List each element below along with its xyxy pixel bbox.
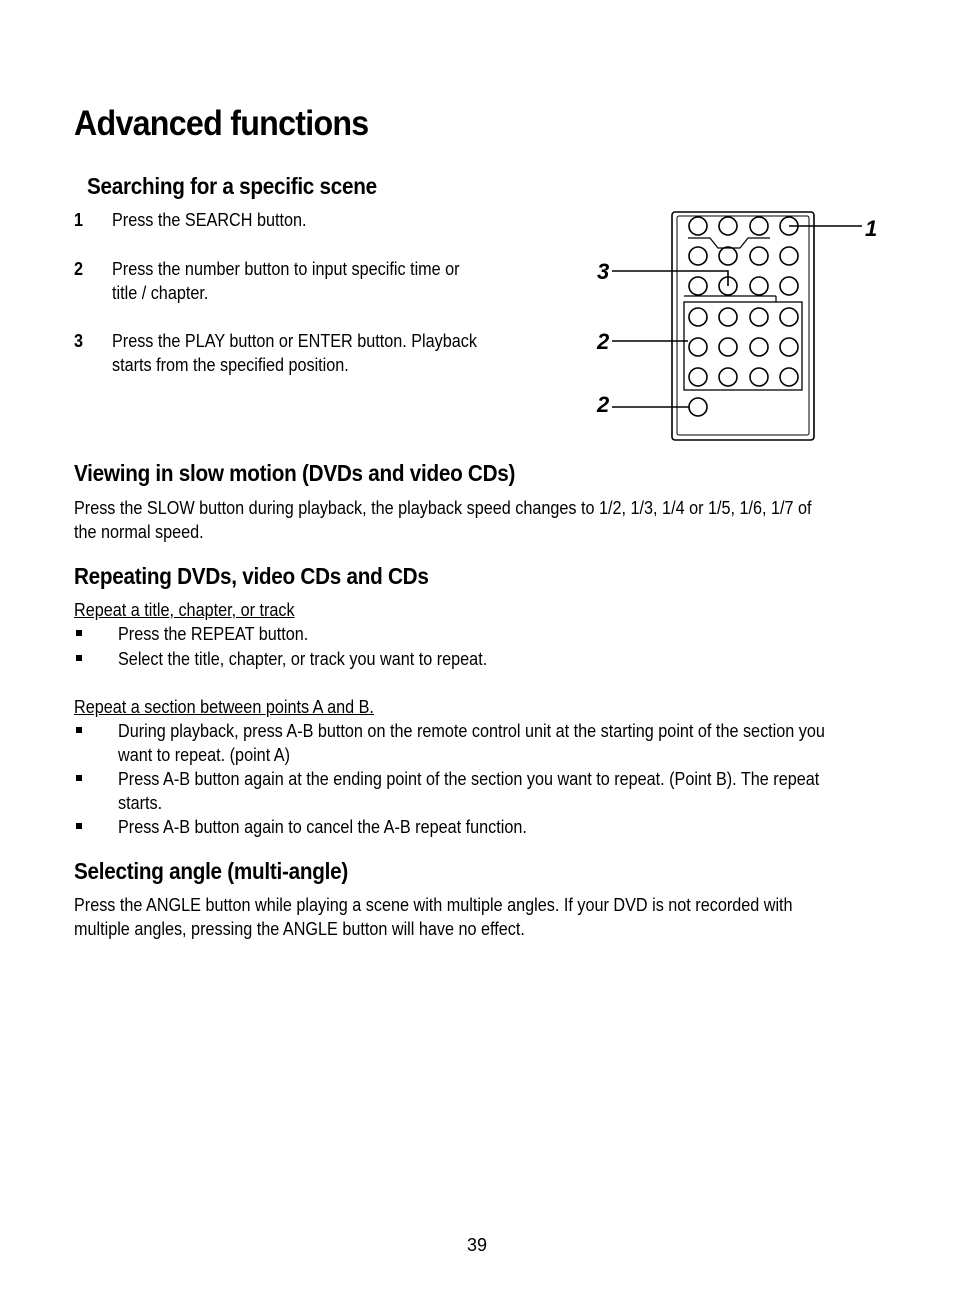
ab-bullet-1-line1: During playback, press A-B button on the remote control unit at the starting point of the section you bbox=[118, 721, 825, 741]
repeat-subheading-title: Repeat a title, chapter, or track bbox=[74, 600, 295, 620]
bullet-marker bbox=[76, 775, 82, 781]
callout-label-3: 3 bbox=[597, 259, 610, 284]
angle-text-line1: Press the ANGLE button while playing a scene with multiple angles. If your DVD is not recorded with bbox=[74, 895, 793, 915]
keypad-frame bbox=[684, 302, 802, 390]
repeat-subheading-ab: Repeat a section between points A and B. bbox=[74, 697, 374, 717]
ab-bullet-3: Press A-B button again to cancel the A-B repeat function. bbox=[118, 817, 527, 837]
slow-text-line1: Press the SLOW button during playback, the playback speed changes to 1/2, 1/3, 1/4 or 1/5, 1/6, 1/7 of bbox=[74, 498, 812, 518]
step-number-2: 2 bbox=[74, 259, 84, 279]
search-heading: Searching for a specific scene bbox=[87, 173, 377, 199]
step-1-text: Press the SEARCH button. bbox=[112, 210, 307, 230]
callout-line-3 bbox=[612, 271, 728, 286]
angle-text-line2: multiple angles, pressing the ANGLE button will have no effect. bbox=[74, 919, 525, 939]
callout-label-2b: 2 bbox=[597, 392, 610, 417]
page-title: Advanced functions bbox=[74, 104, 369, 143]
step-2-text-line1: Press the number button to input specific time or bbox=[112, 259, 460, 279]
remote-control-diagram bbox=[592, 208, 892, 448]
bullet-marker bbox=[76, 727, 82, 733]
step-2-text-line2: title / chapter. bbox=[112, 283, 209, 303]
repeat-bullet-2: Select the title, chapter, or track you want to repeat. bbox=[118, 649, 488, 669]
repeat-bullet-1: Press the REPEAT button. bbox=[118, 624, 309, 644]
callout-label-1: 1 bbox=[865, 216, 878, 241]
ab-bullet-2-line2: starts. bbox=[118, 793, 163, 813]
ab-bullet-2-line1: Press A-B button again at the ending point of the section you want to repeat. (Point B). The repeat bbox=[118, 769, 820, 789]
step-number-1: 1 bbox=[74, 210, 84, 230]
slow-heading: Viewing in slow motion (DVDs and video CDs) bbox=[74, 460, 516, 486]
page-number: 39 bbox=[466, 1235, 488, 1255]
callout-label-2a: 2 bbox=[597, 329, 610, 354]
ab-bullet-1-line2: want to repeat. (point A) bbox=[118, 745, 290, 765]
bullet-marker bbox=[76, 655, 82, 661]
repeat-heading: Repeating DVDs, video CDs and CDs bbox=[74, 563, 429, 589]
step-3-text-line2: starts from the specified position. bbox=[112, 355, 349, 375]
bullet-marker bbox=[76, 823, 82, 829]
remote-buttons bbox=[689, 217, 798, 416]
step-number-3: 3 bbox=[74, 331, 84, 351]
slow-text-line2: the normal speed. bbox=[74, 522, 204, 542]
bullet-marker bbox=[76, 630, 82, 636]
angle-heading: Selecting angle (multi-angle) bbox=[74, 858, 348, 884]
step-3-text-line1: Press the PLAY button or ENTER button. Playback bbox=[112, 331, 477, 351]
